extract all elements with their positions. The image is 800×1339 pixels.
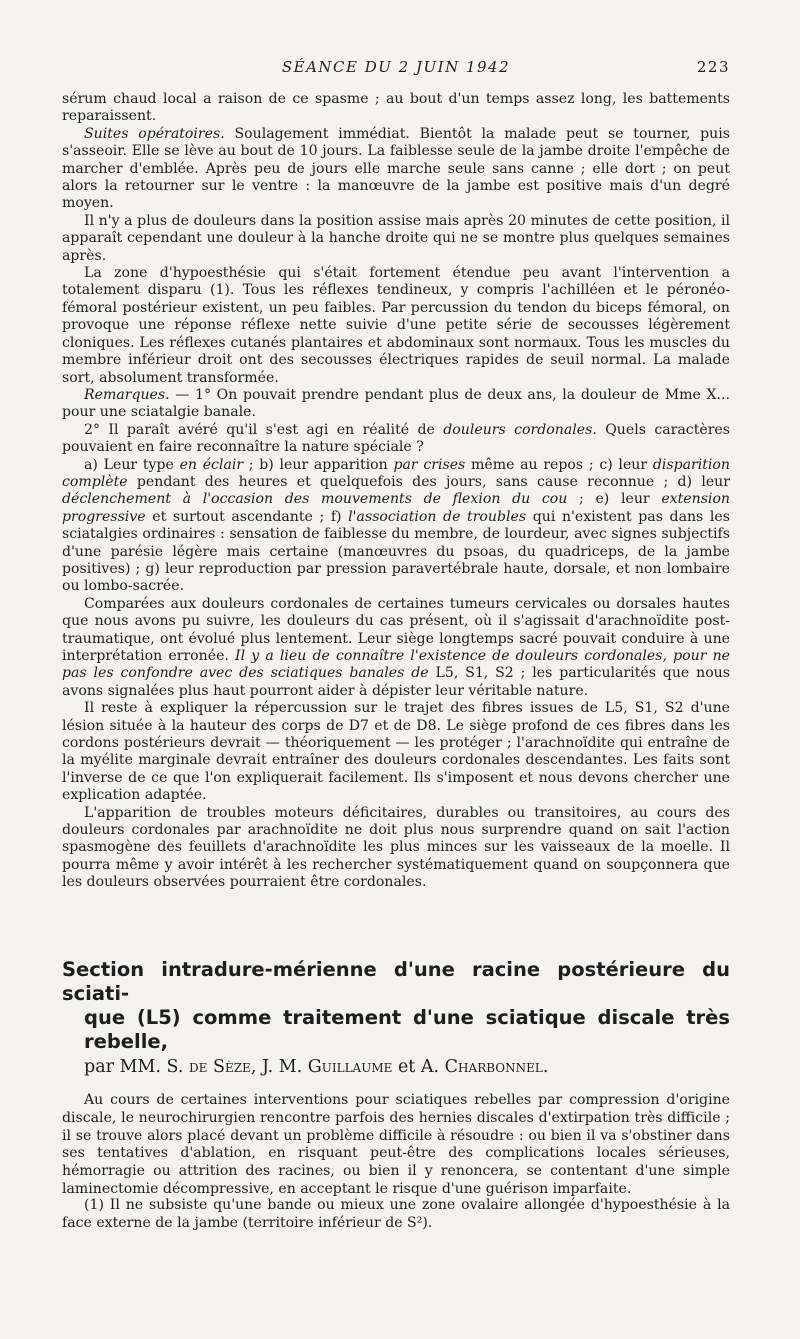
paragraph-8 <box>62 596 730 700</box>
emphasis: par crises <box>393 456 466 473</box>
paragraph-9: Il reste à expliquer la répercussion sur le trajet des fibres issues de L5, S1, S2 d'une lésion située à la hauteur des corps de D7 et de D8. Le siège profond de ces fibres dans les cordons postérieurs devrait — théoriquement — les protéger ; l'arachnoïdite qui entraîne de la myélite marginale devrait entraîner des douleurs cordonales descendantes. Les faits sont l'inverse de ce que l'on expliquerait facilement. Ils s'imposent et nous devons chercher une explication adaptée. <box>62 700 730 804</box>
running-head <box>62 58 730 80</box>
article-intro: Au cours de certaines interventions pour sciatiques rebelles par compression d'origine discale, le neurochirurgien rencontre parfois des hernies discales d'extirpation très difficile ; il se trouve alors placé devant un problème difficile à résoudre : ou bien il va s'obstiner dans ses tentatives d'ablation, en risquant peut-être des complications locales sérieuses, hémorragie ou attrition des racines, ou bien il y renoncera, se contentant d'une simple laminectomie décompressive, en acceptant le risque d'une guérison imparfaite. <box>62 1092 730 1197</box>
author-name: S. de Sèze <box>166 1057 251 1077</box>
article-authors <box>62 1055 730 1079</box>
page-number: 223 <box>696 58 730 76</box>
paragraph-lead: Remarques. <box>84 386 170 403</box>
paragraph-suites <box>62 126 730 213</box>
paragraph-lead: Suites opératoires. <box>84 125 225 142</box>
article-section <box>62 958 730 1213</box>
author-end: . <box>542 1057 549 1077</box>
text-run: Comparées aux douleurs cordonales de certaines tumeurs cervicales ou dorsales hautes que nous avons pu suivre, les douleurs du cas présent, où il s'agissait d'arachnoïdite post-traumatique, ont évolué plus lentement. Leur siège longtemps sacré pouvait conduire à une interprétation erronée. <box>62 595 730 664</box>
article-title-line-2: que (L5) comme traitement d'une sciatique discale très rebelle, <box>84 1006 730 1053</box>
author-name: J. M. Guillaume <box>261 1057 393 1077</box>
text-run: ; b) leur apparition <box>243 456 394 473</box>
paragraph-6 <box>62 422 730 457</box>
paragraph-7 <box>62 457 730 596</box>
paragraph-text: — 1° On pouvait prendre pendant plus de deux ans, la douleur de Mme X... pour une sciatalgie banale. <box>62 386 730 421</box>
text-run: ; e) leur <box>567 491 662 508</box>
emphasis: en éclair <box>179 456 244 473</box>
emphasis: extension progressive <box>62 491 731 525</box>
paragraph-3: Il n'y a plus de douleurs dans la position assise mais après 20 minutes de cette position, il apparaît cependant une douleur à la hanche droite qui ne se montre plus quelques semaines après. <box>62 212 730 264</box>
emphasis: l'association de troubles <box>348 508 527 525</box>
emphasis: déclenchement à l'occasion des mouvements de flexion du cou <box>62 491 568 508</box>
author-separator: et <box>392 1057 421 1077</box>
text-run: a) Leur type <box>84 456 180 473</box>
emphasis: Il y a lieu de connaître l'existence de douleurs cordonales, pour ne pas les confondre avec des sciatiques banales de <box>62 648 730 682</box>
paragraph-10: L'apparition de troubles moteurs déficitaires, durables ou transitoires, au cours des douleurs cordonales par arachnoïdite ne doit plus nous surprendre quand on sait l'action spasmogène des feuillets d'arachnoïdite les plus minces sur les vaisseaux de la moelle. Il pourra même y avoir intérêt à les rechercher systématiquement quand on soupçonnera que les douleurs observées pourraient être cordonales. <box>62 804 730 891</box>
text-run: pendant des heures et quelquefois des jours, sans cause reconnue ; d) leur <box>127 473 730 490</box>
footnote: (1) Il ne subsiste qu'une bande ou mieux une zone ovalaire allongée d'hypoesthésie à la face externe de la jambe (territoire inférieur de S²). <box>62 1197 730 1231</box>
paragraph-remarques <box>62 387 730 422</box>
text-run: L5, S1, S2 ; les particularités que nous avons signalées plus haut pourront aider à dépister leur véritable nature. <box>62 665 730 699</box>
emphasis: douleurs cordonales. <box>443 421 597 438</box>
paragraph-4: La zone d'hypoesthésie qui s'était fortement étendue peu avant l'intervention a totalement disparu (1). Tous les réflexes tendineux, y compris l'achilléen et le péronéo-fémoral postérieur existent, un peu faibles. Par percussion du tendon du biceps fémoral, on provoque une réponse réflexe nette suivie d'une petite série de secousses légèrement cloniques. Les réflexes cutanés plantaires et abdominaux sont normaux. Tous les muscles du membre inférieur droit ont des secousses électriques rapides de seuil normal. La malade sort, absolument transformée. <box>62 265 730 386</box>
text-run: Quels caractères pouvaient en faire reconnaître la nature spéciale ? <box>62 421 731 456</box>
emphasis: disparition complète <box>62 456 730 490</box>
body-text <box>62 91 730 892</box>
paragraph-1: sérum chaud local a raison de ce spasme ; au bout d'un temps assez long, les battements reparaissent. <box>62 91 730 125</box>
paragraph-text: Soulagement immédiat. Bientôt la malade peut se tourner, puis s'asseoir. Elle se lève au bout de 10 jours. La faiblesse seule de la jambe droite l'empêche de marcher d'emblée. Après peu de jours elle marche seule sans canne ; elle dort ; on peut alors la retourner sur le ventre : la manœuvre de la jambe est positive mais d'un degré moyen. <box>62 125 730 212</box>
text-run: 2° Il paraît avéré qu'il s'est agi en réalité de <box>84 421 444 438</box>
text-run: qui n'existent pas dans les sciatalgies ordinaires : sensation de faiblesse du membre, de lourdeur, avec signes subjectifs d'une parésie légère mais certaine (manœuvres du psoas, du quadriceps, de la jambe positives) ; g) leur reproduction par pression paravertébrale haute, dorsale, et non lombaire ou lombo-sacrée. <box>62 508 730 595</box>
author-name: A. Charbonnel <box>420 1057 543 1077</box>
article-title-line-1: Section intradure-mérienne d'une racine postérieure du sciati- <box>62 958 730 1005</box>
running-title: SÉANCE DU 2 JUIN 1942 <box>281 58 511 76</box>
authors-prefix: par MM. <box>84 1057 167 1077</box>
author-separator: , <box>250 1057 262 1077</box>
article-title <box>62 958 730 1054</box>
text-run: même au repos ; c) leur <box>465 456 653 473</box>
text-run: et surtout ascendante ; f) <box>145 508 349 525</box>
